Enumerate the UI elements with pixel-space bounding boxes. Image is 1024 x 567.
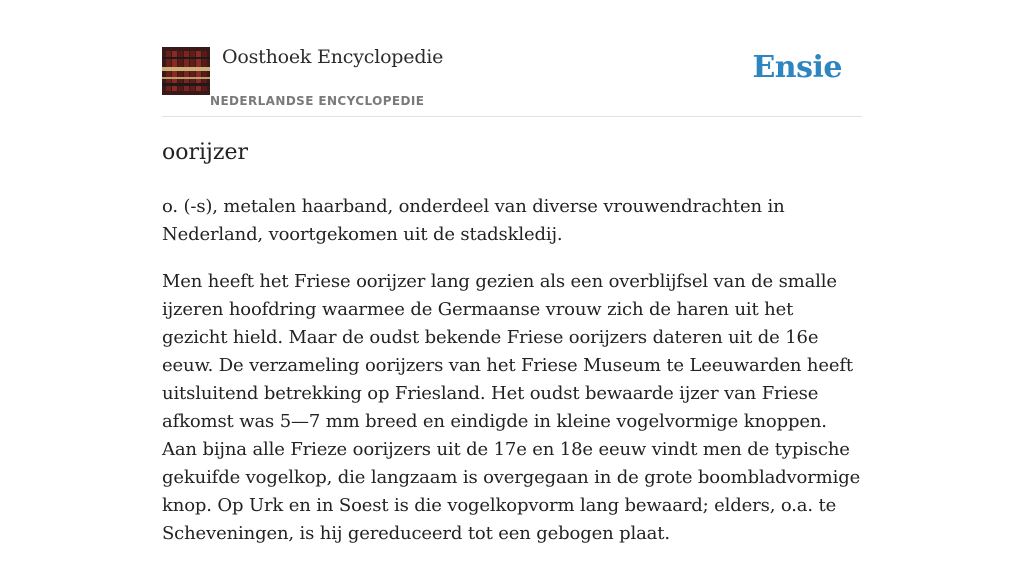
article-paragraph-definition: o. (-s), metalen haarband, onderdeel van diverse vrouwendrachten in Nederland, voortgekomen uit de stadskledij. <box>162 196 785 245</box>
site-header <box>162 0 862 117</box>
article-body <box>162 193 862 567</box>
article-title: oorijzer <box>162 140 248 165</box>
site-subtitle: NEDERLANDSE ENCYCLOPEDIE <box>210 94 425 108</box>
ensie-brand-link[interactable]: Ensie <box>752 50 842 85</box>
article-paragraph-history: Men heeft het Friese oorijzer lang gezien als een overblijfsel van de smalle ijzeren hoofdring waarmee de Germaanse vrouw zich de haren uit het gezicht hield. Maar de oudst bekende Friese oorijzers dateren uit de 16e eeuw. De verzameling oorijzers van het Friese Museum te Leeuwarden heeft uitsluitend betrekking op Friesland. Het oudst bewaarde ijzer van Friese afkomst was 5—7 mm breed en eindigde in kleine vogelvormige knoppen. Aan bijna alle Frieze oorijzers uit de 17e en 18e eeuw vindt men de typische gekuifde vogelkop, die langzaam is overgegaan in de grote boombladvormige knop. Op Urk en in Soest is die vogelkopvorm lang bewaard; elders, o.a. te Scheveningen, is hij gereduceerd tot een gebogen plaat. <box>162 271 861 544</box>
page <box>162 0 862 544</box>
encyclopedia-books-icon[interactable] <box>162 47 210 95</box>
site-name[interactable]: Oosthoek Encyclopedie <box>222 46 444 68</box>
